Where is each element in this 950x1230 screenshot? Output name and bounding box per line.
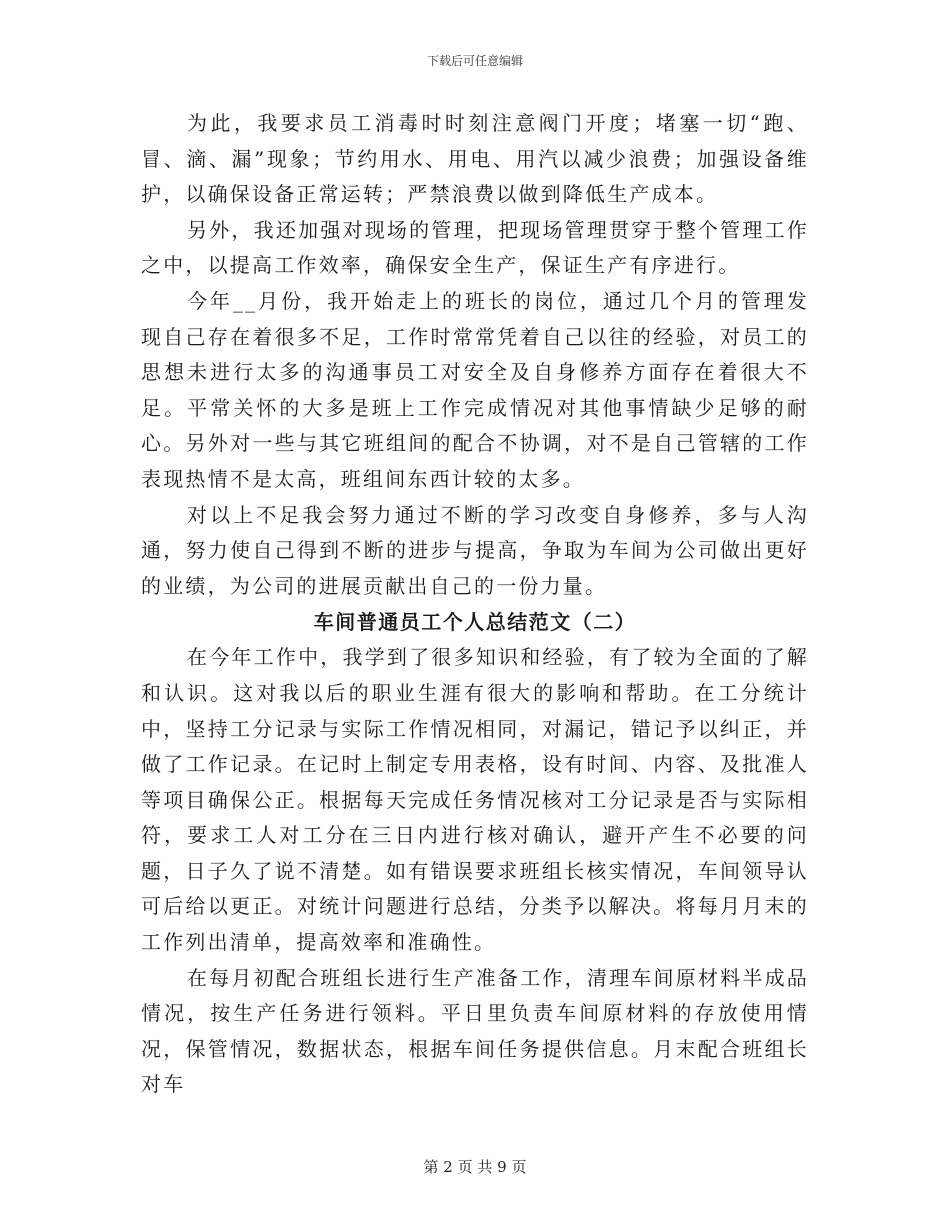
paragraph-3: 今年__月份，我开始走上的班长的岗位，通过几个月的管理发现自己存在着很多不足，工作时常常凭着自己以往的经验，对员工的思想未进行太多的沟通事员工对安全及自身修养方面存在着很大不足。平常关怀的大多是班上工作完成情况对其他事情缺少足够的耐心。另外对一些与其它班组间的配合不协调，对不是自己管辖的工作表现热情不是太高，班组间东西计较的太多。 bbox=[141, 288, 809, 491]
section-title: 车间普通员工个人总结范文（二） bbox=[313, 610, 637, 635]
section-paragraph-2: 在每月初配合班组长进行生产准备工作，清理车间原材料半成品情况，按生产任务进行领料。平日里负责车间原材料的存放使用情况，保管情况，数据状态，根据车间任务提供信息。月末配合班组长对车 bbox=[141, 965, 809, 1097]
document-body bbox=[141, 106, 809, 1103]
section-paragraph-1: 在今年工作中，我学到了很多知识和经验，有了较为全面的了解和认识。这对我以后的职业生涯有很大的影响和帮助。在工分统计中，坚持工分记录与实际工作情况相同，对漏记，错记予以纠正，并做了工作记录。在记时上制定专用表格，设有时间、内容、及批准人等项目确保公正。根据每天完成任务情况核对工分记录是否与实际相符，要求工人对工分在三日内进行核对确认，避开产生不必要的问题，日子久了说不清楚。如有错误要求班组长核实情况，车间领导认可后给以更正。对统计问题进行总结，分类予以解决。将每月月末的工作列出清单，提高效率和准确性。 bbox=[141, 645, 809, 955]
paragraph-2: 另外，我还加强对现场的管理，把现场管理贯穿于整个管理工作之中，以提高工作效率，确保安全生产，保证生产有序进行。 bbox=[141, 217, 809, 278]
page-header: 下载后可任意编辑 bbox=[426, 54, 523, 68]
page-number: 第 2 页 共 9 页 bbox=[423, 1158, 527, 1176]
paragraph-4: 对以上不足我会努力通过不断的学习改变自身修养，多与人沟通，努力使自己得到不断的进步与提高，争取为车间为公司做出更好的业绩，为公司的进展贡献出自己的一份力量。 bbox=[141, 502, 809, 598]
paragraph-1: 为此，我要求员工消毒时时刻注意阀门开度；堵塞一切“跑、冒、滴、漏”现象；节约用水、用电、用汽以减少浪费；加强设备维护，以确保设备正常运转；严禁浪费以做到降低生产成本。 bbox=[141, 111, 809, 207]
